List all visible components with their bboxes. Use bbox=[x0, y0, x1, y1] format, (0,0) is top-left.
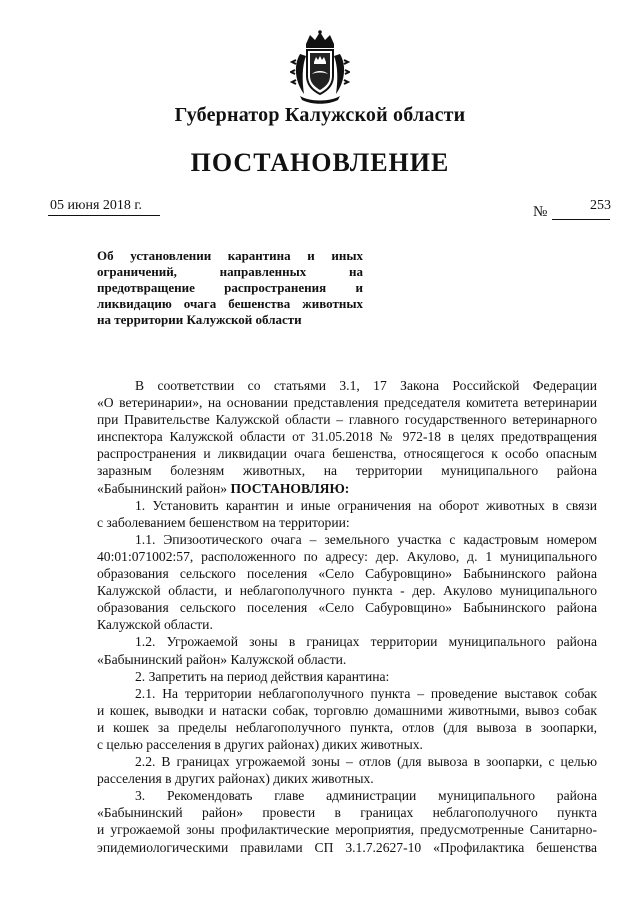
number-underline bbox=[552, 219, 610, 220]
clause-1-1-line: Калужской области, и неблагополучного пункта - дер. Акулово муниципального bbox=[97, 583, 597, 599]
issuing-authority: Губернатор Калужской области bbox=[174, 104, 466, 126]
decree-word: ПОСТАНОВЛЯЮ: bbox=[230, 480, 350, 496]
clause-1-1-line: образования сельского поселения «Село Сабуровщино» Бабынинского района bbox=[97, 566, 597, 582]
clause-2-1-line: 2.1. На территории неблагополучного пункта – проведение выставок собак bbox=[135, 685, 597, 701]
subject-line: ограничений, направленных на bbox=[97, 264, 363, 279]
clause-1-2-line: «Бабынинский район» Калужской области. bbox=[97, 651, 347, 667]
subject-line: Об установлении карантина и иных bbox=[97, 248, 363, 263]
document-type-title: ПОСТАНОВЛЕНИЕ bbox=[190, 148, 450, 177]
document-body bbox=[97, 377, 597, 856]
document-subject bbox=[97, 248, 363, 328]
preamble-line: «О ветеринарии», на основании представления председателя комитета ветеринарии bbox=[97, 395, 597, 411]
clause-3-line: 3. Рекомендовать главе администрации муниципального района bbox=[135, 788, 597, 804]
subject-line: на территории Калужской области bbox=[97, 312, 302, 327]
clause-1-2-line: 1.2. Угрожаемой зоны в границах территории муниципального района bbox=[135, 634, 597, 650]
date-underline bbox=[48, 215, 160, 216]
preamble-last-text: «Бабынинский район» bbox=[97, 480, 228, 496]
subject-line: предотвращение распространения и bbox=[97, 280, 363, 295]
clause-1-1-line: Калужской области. bbox=[97, 617, 213, 633]
clause-1-1-line: 40:01:071002:57, расположенного по адресу: дер. Акулово, д. 1 муниципального bbox=[97, 548, 597, 564]
clause-1-line: с заболеванием бешенством на территории: bbox=[97, 514, 350, 530]
preamble-line: инспектора Калужской области от 31.05.2018 № 972-18 в целях предотвращения bbox=[97, 429, 597, 445]
clause-2-1-line: и кошек за пределы неблагополучного пункта, отлов (для вывоза в зоопарки, bbox=[97, 719, 597, 735]
clause-1-1-line: 1.1. Эпизоотического очага – земельного участка с кадастровым номером bbox=[135, 531, 597, 547]
number-sign: № bbox=[533, 204, 548, 220]
clause-2-line: 2. Запретить на период действия карантина: bbox=[135, 668, 390, 684]
kaluga-coat-of-arms-icon bbox=[290, 30, 350, 104]
preamble-line: В соответствии со статьями 3.1, 17 Закона Российской Федерации bbox=[135, 378, 597, 393]
clause-3-line: и угрожаемой зоны профилактические мероприятия, предусмотренные Санитарно- bbox=[97, 822, 597, 838]
clause-2-1-line: с целью расселения в других районах) диких животных. bbox=[97, 736, 423, 752]
document-date: 05 июня 2018 г. bbox=[50, 198, 143, 213]
subject-line: ликвидацию очага бешенства животных bbox=[97, 296, 363, 311]
clause-2-2-line: 2.2. В границах угрожаемой зоны – отлов (для вывоза в зоопарки, с целью bbox=[135, 754, 597, 770]
clause-1-line: 1. Установить карантин и иные ограничения на оборот животных в связи bbox=[135, 497, 597, 513]
clause-2-1-line: и кошек, выводки и натаски собак, торговлю домашними животными, вывоз собак bbox=[97, 702, 597, 718]
preamble-line: заразным болезням животных, на территории муниципального района bbox=[97, 463, 597, 479]
clause-1-1-line: образования сельского поселения «Село Сабуровщино» Бабынинского района bbox=[97, 600, 597, 616]
clause-3-line: «Бабынинский район» провести в границах неблагополучного пункта bbox=[97, 805, 597, 821]
clause-2-2-line: расселения в других районах) диких животных. bbox=[97, 771, 374, 787]
preamble-line bbox=[97, 480, 597, 497]
preamble-line: распространения и ликвидации очага бешенства, относящегося к особо опасным bbox=[97, 446, 597, 462]
clause-3-line: эпидемиологическими правилами СП 3.1.7.2627-10 «Профилактика бешенства bbox=[97, 839, 597, 855]
preamble-line: при Правительстве Калужской области – главного государственного ветеринарного bbox=[97, 412, 597, 428]
document-number: 253 bbox=[590, 198, 611, 213]
